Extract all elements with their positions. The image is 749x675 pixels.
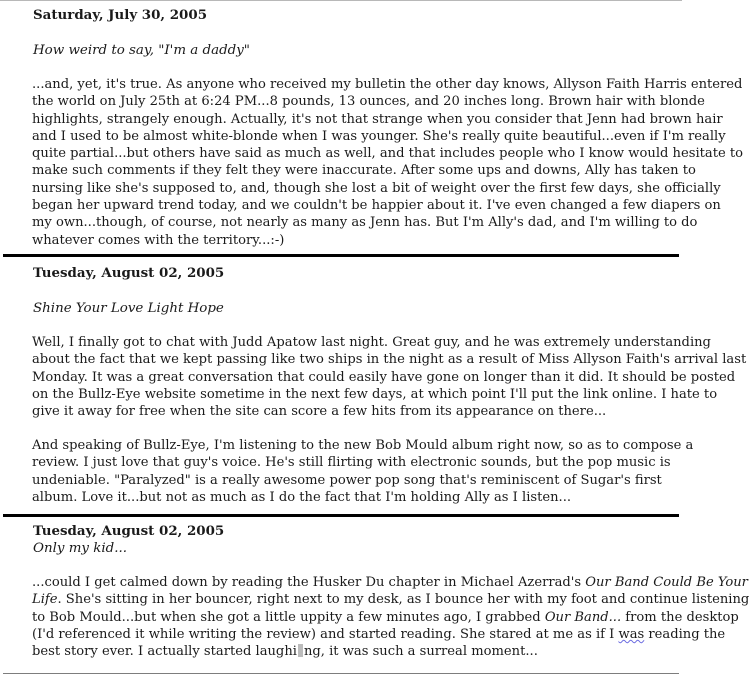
paragraph-line: give it away for free when the site can score a few hits from its appearance on there... bbox=[32, 404, 607, 420]
paragraph-line bbox=[32, 609, 739, 626]
paragraph-line: whatever comes with the territory...:-) bbox=[32, 232, 285, 248]
entry-paragraph bbox=[32, 334, 747, 420]
text-run: to Bob Mould...but when she got a little uppity a few minutes ago, I grabbed bbox=[32, 609, 545, 625]
paragraph-line bbox=[32, 626, 726, 643]
paragraph-line: highlights, strangely enough. Actually, it's not that strange when you consider that Jenn had brown hair bbox=[32, 111, 723, 127]
paragraph-line bbox=[32, 643, 664, 660]
text-run: (I'd referenced it while writing the review) and started reading. She stared at me as if I bbox=[32, 626, 619, 642]
entry-title: Shine Your Love Light Hope bbox=[33, 301, 224, 316]
paragraph-line: quite partial...but others have said as much as well, and that includes people who I know would hesitate to bbox=[32, 146, 744, 162]
bottom-divider bbox=[3, 673, 679, 674]
paragraph-line bbox=[32, 574, 748, 591]
paragraph-line: album. Love it...but not as much as I do the fact that I'm holding Ally as I listen... bbox=[32, 489, 572, 505]
entry-divider bbox=[3, 514, 679, 517]
text-run: ng, it was such a surreal moment... bbox=[303, 644, 538, 660]
paragraph-line: and I used to be almost white-blonde when I was younger. She's really quite beautiful...even if I'm really bbox=[32, 128, 726, 144]
entry-paragraph bbox=[32, 574, 749, 660]
paragraph-line: ...and, yet, it's true. As anyone who received my bulletin the other day knows, Allyson Faith Harris entered bbox=[32, 77, 743, 92]
paragraph-line bbox=[32, 591, 749, 608]
entry-title: How weird to say, "I'm a daddy" bbox=[33, 43, 250, 58]
book-title: Life bbox=[32, 592, 58, 608]
text-run: best story ever. I actually started laughi bbox=[32, 644, 297, 660]
entry-date: Tuesday, August 02, 2005 bbox=[33, 265, 225, 281]
text-run: from the desktop bbox=[621, 609, 739, 625]
paragraph-line: began her upward trend today, and we couldn't be happier about it. I've even changed a few diapers on bbox=[32, 198, 721, 214]
paragraph-line: my own...though, of course, not nearly as many as Jenn has. But I'm Ally's dad, and I'm willing to do bbox=[32, 215, 698, 231]
text-cursor-icon bbox=[298, 644, 303, 657]
paragraph-line: the world on July 25th at 6:24 PM...8 pounds, 13 ounces, and 20 inches long. Brown hair with blonde bbox=[32, 94, 705, 110]
paragraph-line: Monday. It was a great conversation that could easily have gone on longer than it did. It should be posted bbox=[32, 369, 736, 385]
spellcheck-word: was bbox=[618, 626, 645, 642]
paragraph-line: And speaking of Bullz-Eye, I'm listening to the new Bob Mould album right now, so as to compose a bbox=[32, 438, 694, 453]
paragraph-line: undeniable. "Paralyzed" is a really awesome power pop song that's reminiscent of Sugar's first bbox=[32, 472, 662, 488]
entry-divider bbox=[3, 254, 679, 257]
paragraph-line: make such comments if they felt they were inaccurate. After some ups and downs, Ally has taken to bbox=[32, 163, 696, 179]
top-border bbox=[0, 0, 682, 1]
book-title: Our Band Could Be Your bbox=[585, 575, 748, 590]
entry-date: Saturday, July 30, 2005 bbox=[33, 7, 208, 23]
paragraph-line: Well, I finally got to chat with Judd Apatow last night. Great guy, and he was extremely understanding bbox=[32, 335, 711, 350]
text-run: . She's sitting in her bouncer, right next to my desk, as I bounce her with my foot and continue listening bbox=[57, 592, 749, 608]
entry-title: Only my kid... bbox=[33, 541, 127, 556]
paragraph-line: review. I just love that guy's voice. He's still flirting with electronic sounds, but the pop music is bbox=[32, 455, 671, 471]
paragraph-line: on the Bullz-Eye website sometime in the next few days, at which point I'll put the link online. I hate to bbox=[32, 386, 718, 402]
entry-date: Tuesday, August 02, 2005 bbox=[33, 523, 225, 539]
paragraph-line: about the fact that we kept passing like two ships in the night as a result of Miss Allyson Faith's arrival last bbox=[32, 352, 747, 368]
paragraph-line: nursing like she's supposed to, and, though she lost a bit of weight over the first few days, she officially bbox=[32, 180, 721, 196]
entry-paragraph bbox=[32, 437, 694, 506]
text-run: ...could I get calmed down by reading the Husker Du chapter in Michael Azerrad's bbox=[32, 575, 586, 590]
entry-paragraph bbox=[32, 76, 744, 249]
book-title: Our Band... bbox=[544, 609, 622, 625]
text-run: reading the bbox=[644, 626, 726, 642]
